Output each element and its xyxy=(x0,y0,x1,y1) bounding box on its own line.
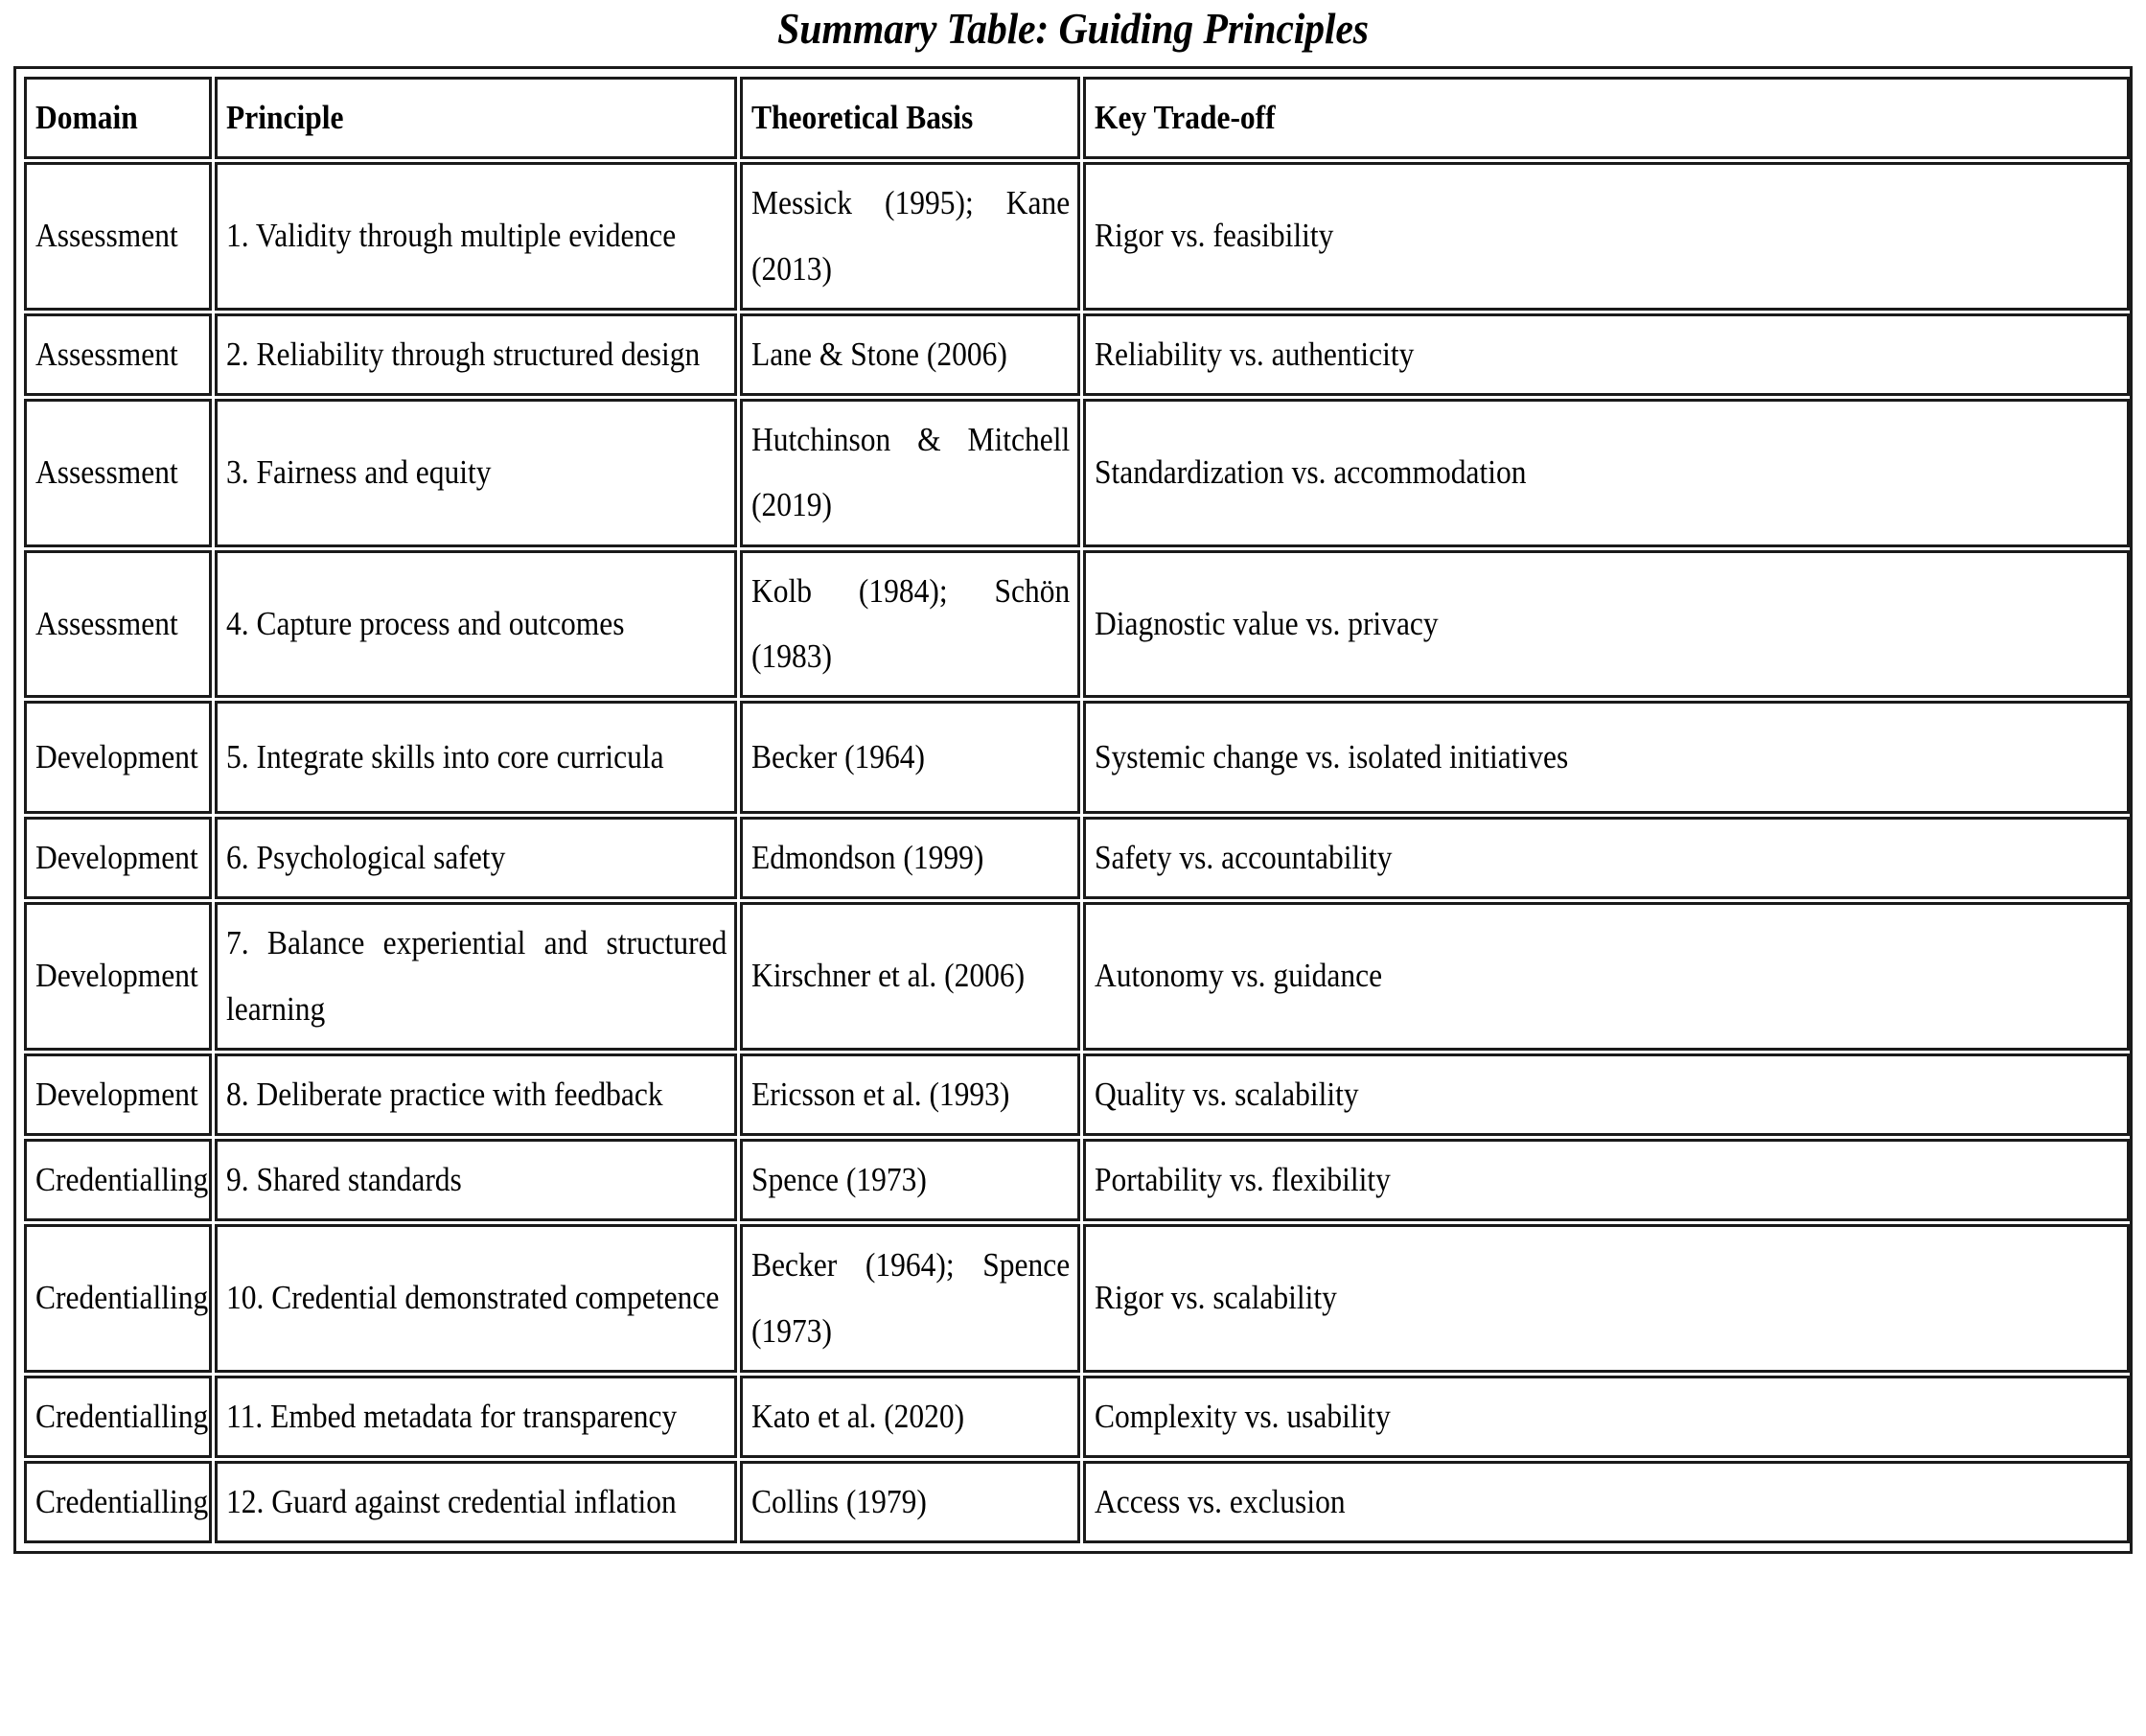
cell-tradeoff-text: Safety vs. accountability xyxy=(1095,839,1393,876)
cell-principle-text: 7. Balance experiential and structured learning xyxy=(226,924,727,1028)
cell-tradeoff-text: Diagnostic value vs. privacy xyxy=(1095,604,1439,642)
cell-principle xyxy=(215,1461,737,1543)
cell-basis-text: Becker (1964); Spence (1973) xyxy=(751,1246,1071,1350)
cell-domain xyxy=(24,817,212,899)
cell-principle xyxy=(215,1224,737,1373)
cell-domain xyxy=(24,1461,212,1543)
cell-domain-text: Development xyxy=(35,839,198,876)
cell-tradeoff-text: Standardization vs. accommodation xyxy=(1095,453,1527,492)
table-row xyxy=(24,1461,2130,1543)
cell-tradeoff xyxy=(1083,162,2130,311)
cell-tradeoff-text: Systemic change vs. isolated initiatives xyxy=(1095,737,1569,775)
cell-principle xyxy=(215,162,737,311)
summary-table xyxy=(21,74,2133,1546)
cell-principle xyxy=(215,313,737,396)
cell-tradeoff xyxy=(1083,902,2130,1051)
cell-basis-text: Kato et al. (2020) xyxy=(751,1397,965,1435)
table-row xyxy=(24,1376,2130,1458)
cell-domain xyxy=(24,550,212,699)
table-row xyxy=(24,399,2130,547)
cell-tradeoff-text: Portability vs. flexibility xyxy=(1095,1161,1391,1198)
cell-tradeoff-text: Rigor vs. scalability xyxy=(1095,1279,1337,1317)
cell-domain-text: Assessment xyxy=(35,604,178,642)
cell-basis xyxy=(740,701,1080,814)
table-row xyxy=(24,313,2130,396)
cell-principle xyxy=(215,902,737,1051)
column-header-principle-label: Principle xyxy=(226,99,344,136)
cell-basis xyxy=(740,1224,1080,1373)
cell-principle-text: 1. Validity through multiple evidence xyxy=(226,217,677,255)
column-header-basis xyxy=(740,77,1080,159)
cell-principle xyxy=(215,817,737,899)
cell-domain xyxy=(24,162,212,311)
cell-basis xyxy=(740,1053,1080,1136)
column-header-principle xyxy=(215,77,737,159)
table-row xyxy=(24,1139,2130,1221)
cell-domain-text: Development xyxy=(35,737,198,775)
cell-domain-text: Development xyxy=(35,957,198,995)
cell-principle xyxy=(215,1139,737,1221)
cell-principle-text: 4. Capture process and outcomes xyxy=(226,604,625,642)
cell-principle xyxy=(215,550,737,699)
cell-basis xyxy=(740,1139,1080,1221)
cell-domain xyxy=(24,313,212,396)
cell-domain-text: Assessment xyxy=(35,453,178,492)
cell-principle xyxy=(215,1376,737,1458)
cell-domain xyxy=(24,902,212,1051)
cell-tradeoff xyxy=(1083,817,2130,899)
cell-principle-text: 11. Embed metadata for transparency xyxy=(226,1397,678,1435)
cell-basis-text: Spence (1973) xyxy=(751,1161,927,1198)
table-header-row xyxy=(24,77,2130,159)
cell-basis xyxy=(740,817,1080,899)
table-row xyxy=(24,550,2130,699)
cell-basis-text: Ericsson et al. (1993) xyxy=(751,1075,1010,1113)
cell-domain-text: Credentialling xyxy=(35,1161,209,1198)
cell-tradeoff-text: Reliability vs. authenticity xyxy=(1095,335,1415,373)
cell-domain xyxy=(24,701,212,814)
table-row xyxy=(24,1053,2130,1136)
cell-basis-text: Messick (1995); Kane (2013) xyxy=(751,184,1071,288)
cell-principle xyxy=(215,701,737,814)
cell-principle-text: 6. Psychological safety xyxy=(226,839,506,876)
column-header-tradeoff xyxy=(1083,77,2130,159)
column-header-tradeoff-label: Key Trade-off xyxy=(1095,99,1276,136)
column-header-domain xyxy=(24,77,212,159)
cell-tradeoff xyxy=(1083,1461,2130,1543)
cell-tradeoff-text: Complexity vs. usability xyxy=(1095,1397,1391,1435)
cell-tradeoff xyxy=(1083,550,2130,699)
table-row xyxy=(24,701,2130,814)
cell-principle-text: 8. Deliberate practice with feedback xyxy=(226,1075,663,1113)
cell-basis xyxy=(740,902,1080,1051)
cell-principle xyxy=(215,399,737,547)
cell-domain-text: Development xyxy=(35,1075,198,1113)
cell-tradeoff-text: Autonomy vs. guidance xyxy=(1095,957,1383,995)
cell-domain xyxy=(24,1053,212,1136)
cell-domain-text: Assessment xyxy=(35,335,178,373)
cell-basis xyxy=(740,162,1080,311)
cell-domain xyxy=(24,1139,212,1221)
cell-principle-text: 5. Integrate skills into core curricula xyxy=(226,737,664,775)
cell-basis-text: Hutchinson & Mitchell (2019) xyxy=(751,421,1071,524)
cell-principle-text: 3. Fairness and equity xyxy=(226,453,492,492)
cell-principle xyxy=(215,1053,737,1136)
cell-domain xyxy=(24,399,212,547)
cell-basis-text: Kolb (1984); Schön (1983) xyxy=(751,571,1071,675)
cell-basis xyxy=(740,1376,1080,1458)
table-row xyxy=(24,902,2130,1051)
cell-domain-text: Assessment xyxy=(35,217,178,255)
cell-tradeoff xyxy=(1083,1053,2130,1136)
cell-domain-text: Credentialling xyxy=(35,1279,209,1317)
cell-principle-text: 12. Guard against credential inflation xyxy=(226,1483,677,1520)
cell-tradeoff xyxy=(1083,701,2130,814)
cell-basis-text: Lane & Stone (2006) xyxy=(751,335,1007,373)
column-header-domain-label: Domain xyxy=(35,99,138,136)
cell-tradeoff xyxy=(1083,1224,2130,1373)
cell-basis-text: Becker (1964) xyxy=(751,737,926,775)
cell-tradeoff xyxy=(1083,1376,2130,1458)
cell-domain xyxy=(24,1376,212,1458)
column-header-basis-label: Theoretical Basis xyxy=(751,99,974,136)
cell-domain-text: Credentialling xyxy=(35,1397,209,1435)
table-row xyxy=(24,162,2130,311)
cell-tradeoff xyxy=(1083,1139,2130,1221)
cell-basis xyxy=(740,399,1080,547)
cell-tradeoff xyxy=(1083,399,2130,547)
cell-domain-text: Credentialling xyxy=(35,1483,209,1520)
page-title: Summary Table: Guiding Principles xyxy=(777,5,1369,53)
cell-tradeoff xyxy=(1083,313,2130,396)
cell-domain xyxy=(24,1224,212,1373)
cell-basis xyxy=(740,1461,1080,1543)
cell-principle-text: 9. Shared standards xyxy=(226,1161,462,1198)
cell-basis-text: Collins (1979) xyxy=(751,1483,927,1520)
cell-basis xyxy=(740,313,1080,396)
cell-principle-text: 10. Credential demonstrated competence xyxy=(226,1279,720,1317)
cell-basis-text: Edmondson (1999) xyxy=(751,839,984,876)
cell-tradeoff-text: Access vs. exclusion xyxy=(1095,1483,1346,1520)
cell-basis xyxy=(740,550,1080,699)
cell-principle-text: 2. Reliability through structured design xyxy=(226,335,701,373)
cell-tradeoff-text: Rigor vs. feasibility xyxy=(1095,217,1334,255)
summary-table-container xyxy=(13,66,2133,1554)
cell-tradeoff-text: Quality vs. scalability xyxy=(1095,1075,1359,1113)
cell-basis-text: Kirschner et al. (2006) xyxy=(751,957,1026,995)
table-row xyxy=(24,817,2130,899)
table-row xyxy=(24,1224,2130,1373)
